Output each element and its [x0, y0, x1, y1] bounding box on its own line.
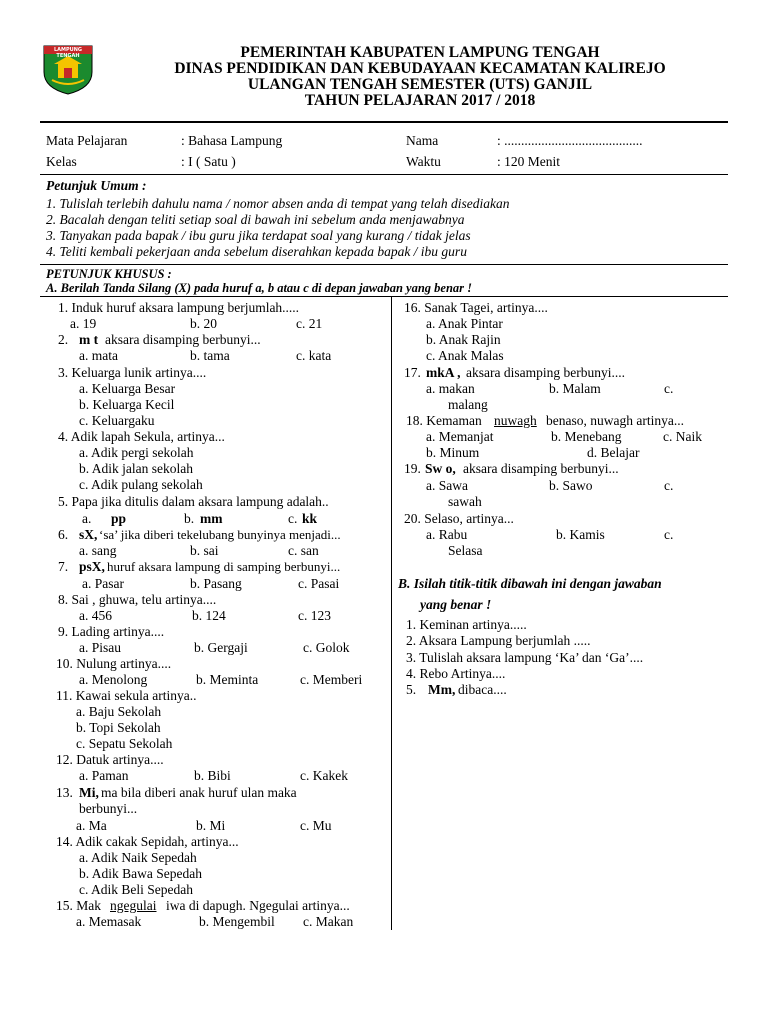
general-title: Petunjuk Umum :	[46, 178, 147, 193]
question-6: ‘sa’ jika diberi tekelubang bunyinya menjadi...	[99, 527, 341, 542]
q2-option-b: b. tama	[190, 348, 230, 363]
question-19: aksara disamping berbunyi...	[463, 461, 619, 476]
question-9: 9. Lading artinya....	[58, 624, 165, 639]
question-7: huruf aksara lampung di samping berbunyi...	[107, 559, 341, 574]
b5-lampung-script: Mm,	[428, 682, 456, 697]
header-line-4: TAHUN PELAJARAN 2017 / 2018	[304, 92, 536, 109]
q7-lampung-script: psX,	[79, 559, 105, 574]
general-item-4: 4. Teliti kembali pekerjaan anda sebelum diserahkan kepada bapak / ibu guru	[46, 244, 467, 259]
q18-option-b: b. Menebang	[551, 429, 622, 444]
section-a-divider	[40, 296, 728, 297]
q19-lampung-script: Sw o,	[425, 461, 456, 476]
q15-option-c: c. Makan	[303, 914, 354, 929]
q14-option-b: b. Adik Bawa Sepedah	[79, 866, 202, 881]
q18-option-a: a. Memanjat	[426, 429, 494, 444]
q8-option-c: c. 123	[298, 608, 331, 623]
section-b-item-4: 4. Rebo Artinya....	[406, 666, 506, 681]
question-11: 11. Kawai sekula artinya..	[56, 688, 197, 703]
question-4: 4. Adik lapah Sekula, artinya...	[58, 429, 225, 444]
q12-option-b: b. Bibi	[194, 768, 231, 783]
info-divider	[40, 174, 728, 175]
q7-option-c: c. Pasai	[298, 576, 340, 591]
q17-option-c: c.	[664, 381, 674, 396]
question-17: aksara disamping berbunyi....	[466, 365, 625, 380]
q11-option-c: c. Sepatu Sekolah	[76, 736, 173, 751]
question-17-number: 17.	[404, 365, 421, 380]
q16-option-b: b. Anak Rajin	[426, 332, 501, 347]
q17-option-c-text: malang	[448, 397, 488, 412]
question-18: benaso, nuwagh artinya...	[546, 413, 684, 428]
question-15-number: 15. Mak	[56, 898, 101, 913]
q14-option-a: a. Adik Naik Sepedah	[79, 850, 197, 865]
question-7-number: 7.	[58, 559, 69, 574]
q1-option-a: a. 19	[70, 316, 97, 331]
general-item-3: 3. Tanyakan pada bapak / ibu guru jika terdapat soal yang kurang / tidak jelas	[46, 228, 471, 243]
class-label: Kelas	[46, 154, 77, 169]
question-18-number: 18. Kemaman	[406, 413, 482, 428]
q5-option-b-script: mm	[200, 511, 223, 526]
q5-option-a: a.	[82, 511, 92, 526]
section-b-item-1: 1. Keminan artinya.....	[406, 617, 527, 632]
q13-lampung-script: Mi,	[79, 785, 99, 800]
q18-option-b2: b. Minum	[426, 445, 480, 460]
q9-option-a: a. Pisau	[79, 640, 121, 655]
q9-option-c: c. Golok	[303, 640, 350, 655]
q12-option-a: a. Paman	[79, 768, 129, 783]
general-item-2: 2. Bacalah dengan teliti setiap soal di bawah ini sebelum anda menjawabnya	[46, 212, 465, 227]
q15-option-b: b. Mengembil	[199, 914, 275, 929]
q15-underlined-word: ngegulai	[110, 898, 157, 913]
subject-label: Mata Pelajaran	[46, 133, 128, 148]
section-b-title-cont: yang benar !	[420, 597, 492, 612]
q2-option-c: c. kata	[296, 348, 332, 363]
question-8: 8. Sai , ghuwa, telu artinya....	[58, 592, 217, 607]
q13-option-a: a. Ma	[76, 818, 107, 833]
q3-option-b: b. Keluarga Kecil	[79, 397, 175, 412]
q10-option-a: a. Menolong	[79, 672, 148, 687]
name-label: Nama	[406, 133, 439, 148]
class-value: : I ( Satu )	[181, 154, 236, 169]
question-14: 14. Adik cakak Sepidah, artinya...	[56, 834, 239, 849]
time-value: : 120 Menit	[497, 154, 560, 169]
section-a-title: A. Berilah Tanda Silang (X) pada huruf a, b atau c di depan jawaban yang benar !	[46, 281, 473, 295]
q20-option-c: c.	[664, 527, 674, 542]
q18-option-c: c. Naik	[663, 429, 702, 444]
q19-option-c-text: sawah	[448, 494, 482, 509]
question-5: 5. Papa jika ditulis dalam aksara lampung adalah..	[58, 494, 329, 509]
question-13: ma bila diberi anak huruf ulan maka	[101, 785, 297, 800]
q16-option-c: c. Anak Malas	[426, 348, 504, 363]
question-3: 3. Keluarga lunik artinya....	[58, 365, 207, 380]
q4-option-a: a. Adik pergi sekolah	[79, 445, 194, 460]
section-b-item-3: 3. Tulislah aksara lampung ‘Ka’ dan ‘Ga’....	[406, 650, 644, 665]
q11-option-b: b. Topi Sekolah	[76, 720, 161, 735]
q3-option-c: c. Keluargaku	[79, 413, 155, 428]
q20-option-b: b. Kamis	[556, 527, 605, 542]
general-divider	[40, 264, 728, 265]
question-2: aksara disamping berbunyi...	[105, 332, 261, 347]
q5-option-a-script: pp	[111, 511, 127, 526]
q18-option-d: d. Belajar	[587, 445, 640, 460]
section-b-item-5-number: 5.	[406, 682, 417, 697]
q2-option-a: a. mata	[79, 348, 118, 363]
question-10: 10. Nulung artinya....	[56, 656, 172, 671]
q6-option-c: c. san	[288, 543, 319, 558]
q19-option-c: c.	[664, 478, 674, 493]
question-15: iwa di dapugh. Ngegulai artinya...	[166, 898, 350, 913]
q2-lampung-script: m t	[79, 332, 99, 347]
q20-option-c-text: Selasa	[448, 543, 483, 558]
q3-option-a: a. Keluarga Besar	[79, 381, 176, 396]
q9-option-b: b. Gergaji	[194, 640, 248, 655]
section-b-item-5: dibaca....	[458, 682, 507, 697]
logo-caption: LAMPUNG TENGAH	[53, 47, 83, 59]
q19-option-a: a. Sawa	[426, 478, 468, 493]
q1-option-c: c. 21	[296, 316, 323, 331]
q10-option-c: c. Memberi	[300, 672, 363, 687]
column-divider	[391, 296, 392, 930]
header-line-1: PEMERINTAH KABUPATEN LAMPUNG TENGAH	[240, 44, 600, 61]
question-13-cont: berbunyi...	[79, 801, 138, 816]
q5-option-c-script: kk	[302, 511, 318, 526]
q5-option-c: c.	[288, 511, 298, 526]
q14-option-c: c. Adik Beli Sepedah	[79, 882, 193, 897]
q8-option-b: b. 124	[192, 608, 226, 623]
q13-option-b: b. Mi	[196, 818, 226, 833]
question-16: 16. Sanak Tagei, artinya....	[404, 300, 548, 315]
q1-option-b: b. 20	[190, 316, 217, 331]
general-item-1: 1. Tulislah terlebih dahulu nama / nomor absen anda di tempat yang telah disediakan	[46, 196, 510, 211]
question-1: 1. Induk huruf aksara lampung berjumlah.....	[58, 300, 300, 315]
q7-option-b: b. Pasang	[190, 576, 242, 591]
header-line-2: DINAS PENDIDIKAN DAN KEBUDAYAAN KECAMATAN KALIREJO	[174, 60, 666, 77]
q19-option-b: b. Sawo	[549, 478, 593, 493]
q12-option-c: c. Kakek	[300, 768, 348, 783]
question-13-number: 13.	[56, 785, 73, 800]
q10-option-b: b. Meminta	[196, 672, 259, 687]
question-6-number: 6.	[58, 527, 69, 542]
q11-option-a: a. Baju Sekolah	[76, 704, 162, 719]
q6-option-b: b. sai	[190, 543, 219, 558]
header-divider	[40, 121, 728, 123]
q6-lampung-script: sX,	[79, 527, 98, 542]
question-12: 12. Datuk artinya....	[56, 752, 164, 767]
q15-option-a: a. Memasak	[76, 914, 142, 929]
subject-value: : Bahasa Lampung	[181, 133, 283, 148]
q6-option-a: a. sang	[79, 543, 117, 558]
section-b-item-2: 2. Aksara Lampung berjumlah .....	[406, 633, 591, 648]
q4-option-b: b. Adik jalan sekolah	[79, 461, 193, 476]
question-19-number: 19.	[404, 461, 421, 476]
q5-option-b: b.	[184, 511, 195, 526]
q13-option-c: c. Mu	[300, 818, 332, 833]
q17-option-b: b. Malam	[549, 381, 601, 396]
header-line-3: ULANGAN TENGAH SEMESTER (UTS) GANJIL	[247, 76, 593, 93]
q18-underlined-word: nuwagh	[494, 413, 537, 428]
q17-lampung-script: mkA ,	[426, 365, 461, 380]
question-20: 20. Selaso, artinya...	[404, 511, 514, 526]
time-label: Waktu	[406, 154, 441, 169]
q20-option-a: a. Rabu	[426, 527, 468, 542]
name-value: : .........................................	[497, 133, 643, 148]
question-2-number: 2.	[58, 332, 69, 347]
q4-option-c: c. Adik pulang sekolah	[79, 477, 203, 492]
q16-option-a: a. Anak Pintar	[426, 316, 503, 331]
q8-option-a: a. 456	[79, 608, 112, 623]
q7-option-a: a. Pasar	[82, 576, 124, 591]
q17-option-a: a. makan	[426, 381, 475, 396]
special-title: PETUNJUK KHUSUS :	[46, 267, 172, 281]
section-b-title: B. Isilah titik-titik dibawah ini dengan jawaban	[398, 576, 662, 591]
regency-logo	[40, 42, 96, 96]
